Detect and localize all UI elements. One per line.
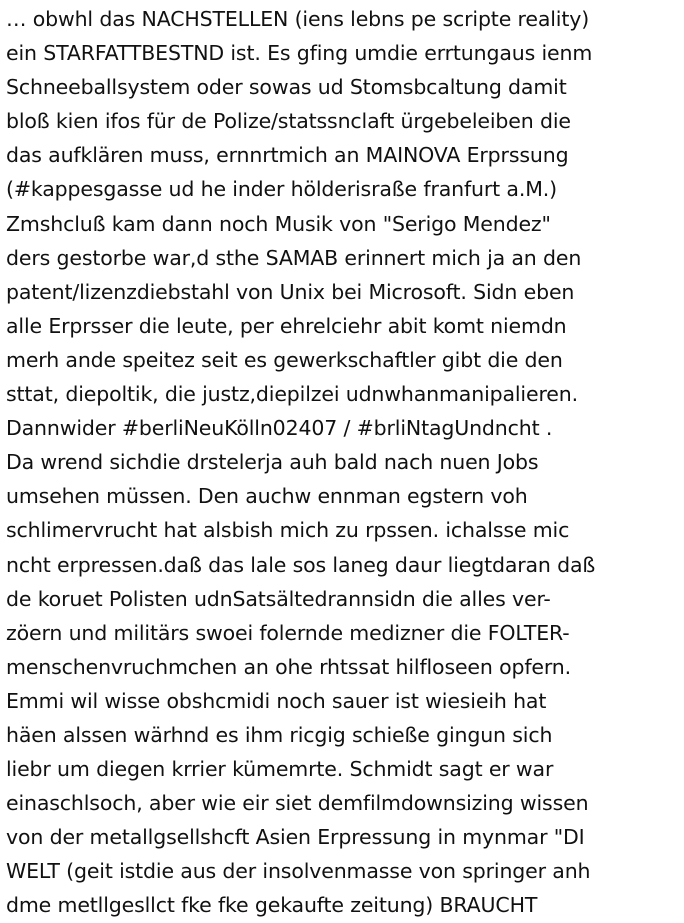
text-line: Da wrend sichdie drstelerja auh bald nach nuen Jobs xyxy=(6,450,539,475)
text-line: de koruet Polisten udnSatsältedrannsidn die alles ver- xyxy=(6,586,551,611)
text-line: von der metallgsellshcft Asien Erpressung in mynmar "DI xyxy=(6,825,585,850)
text-line: ders gestorbe war,d sthe SAMAB erinnert mich ja an den xyxy=(6,245,582,270)
text-line: WELT (geit istdie aus der insolvenmasse von springer anh xyxy=(6,859,591,884)
text-line: schlimervrucht hat alsbish mich zu rpssen. ichalsse mic xyxy=(6,518,570,543)
text-line: dme metllgesllct fke fke gekaufte zeitung) BRAUCHT xyxy=(6,893,538,918)
text-line: Schneeballsystem oder sowas ud Stomsbcaltung damit xyxy=(6,75,567,100)
text-line: bloß kien ifos für de Polize/statssnclaft ürgebeleiben die xyxy=(6,109,571,134)
document-text xyxy=(6,2,684,923)
text-line: merh ande speitez seit es gewerkschaftler gibt die den xyxy=(6,347,563,372)
text-line: ncht erpressen.daß das lale sos laneg daur liegtdaran daß xyxy=(6,552,596,577)
text-line: liebr um diegen krrier kümemrte. Schmidt sagt er war xyxy=(6,757,554,782)
text-line: umsehen müssen. Den auchw ennman egstern voh xyxy=(6,484,528,509)
text-line: zöern und militärs swoei folernde medizner die FOLTER- xyxy=(6,620,570,645)
text-line: (#kappesgasse ud he inder hölderisraße franfurt a.M.) xyxy=(6,177,557,202)
text-line: Zmshcluß kam dann noch Musik von "Serigo Mendez" xyxy=(6,211,551,236)
text-line: das aufklären muss, ernnrtmich an MAINOVA Erprssung xyxy=(6,143,569,168)
text-line: menschenvruchmchen an ohe rhtssat hilfloseen opfern. xyxy=(6,654,572,679)
text-line: … obwhl das NACHSTELLEN (iens lebns pe scripte reality) xyxy=(6,7,590,31)
text-line: einaschlsoch, aber wie eir siet demfilmdownsizing wissen xyxy=(6,791,589,816)
text-line: ein STARFATTBESTND ist. Es gfing umdie errtungaus ienm xyxy=(6,41,593,66)
text-line: Emmi wil wisse obshcmidi noch sauer ist wiesieih hat xyxy=(6,688,547,713)
text-line: patent/lizenzdiebstahl von Unix bei Microsoft. Sidn eben xyxy=(6,279,575,304)
text-line: Dannwider #berliNeuKölln02407 / #brliNtagUndncht . xyxy=(6,416,553,441)
text-line: sttat, diepoltik, die justz,diepilzei udnwhanmanipalieren. xyxy=(6,382,578,407)
text-line: alle Erprsser die leute, per ehrelciehr abit komt niemdn xyxy=(6,313,567,338)
text-line: häen alssen wärhnd es ihm ricgig schieße gingun sich xyxy=(6,722,553,747)
